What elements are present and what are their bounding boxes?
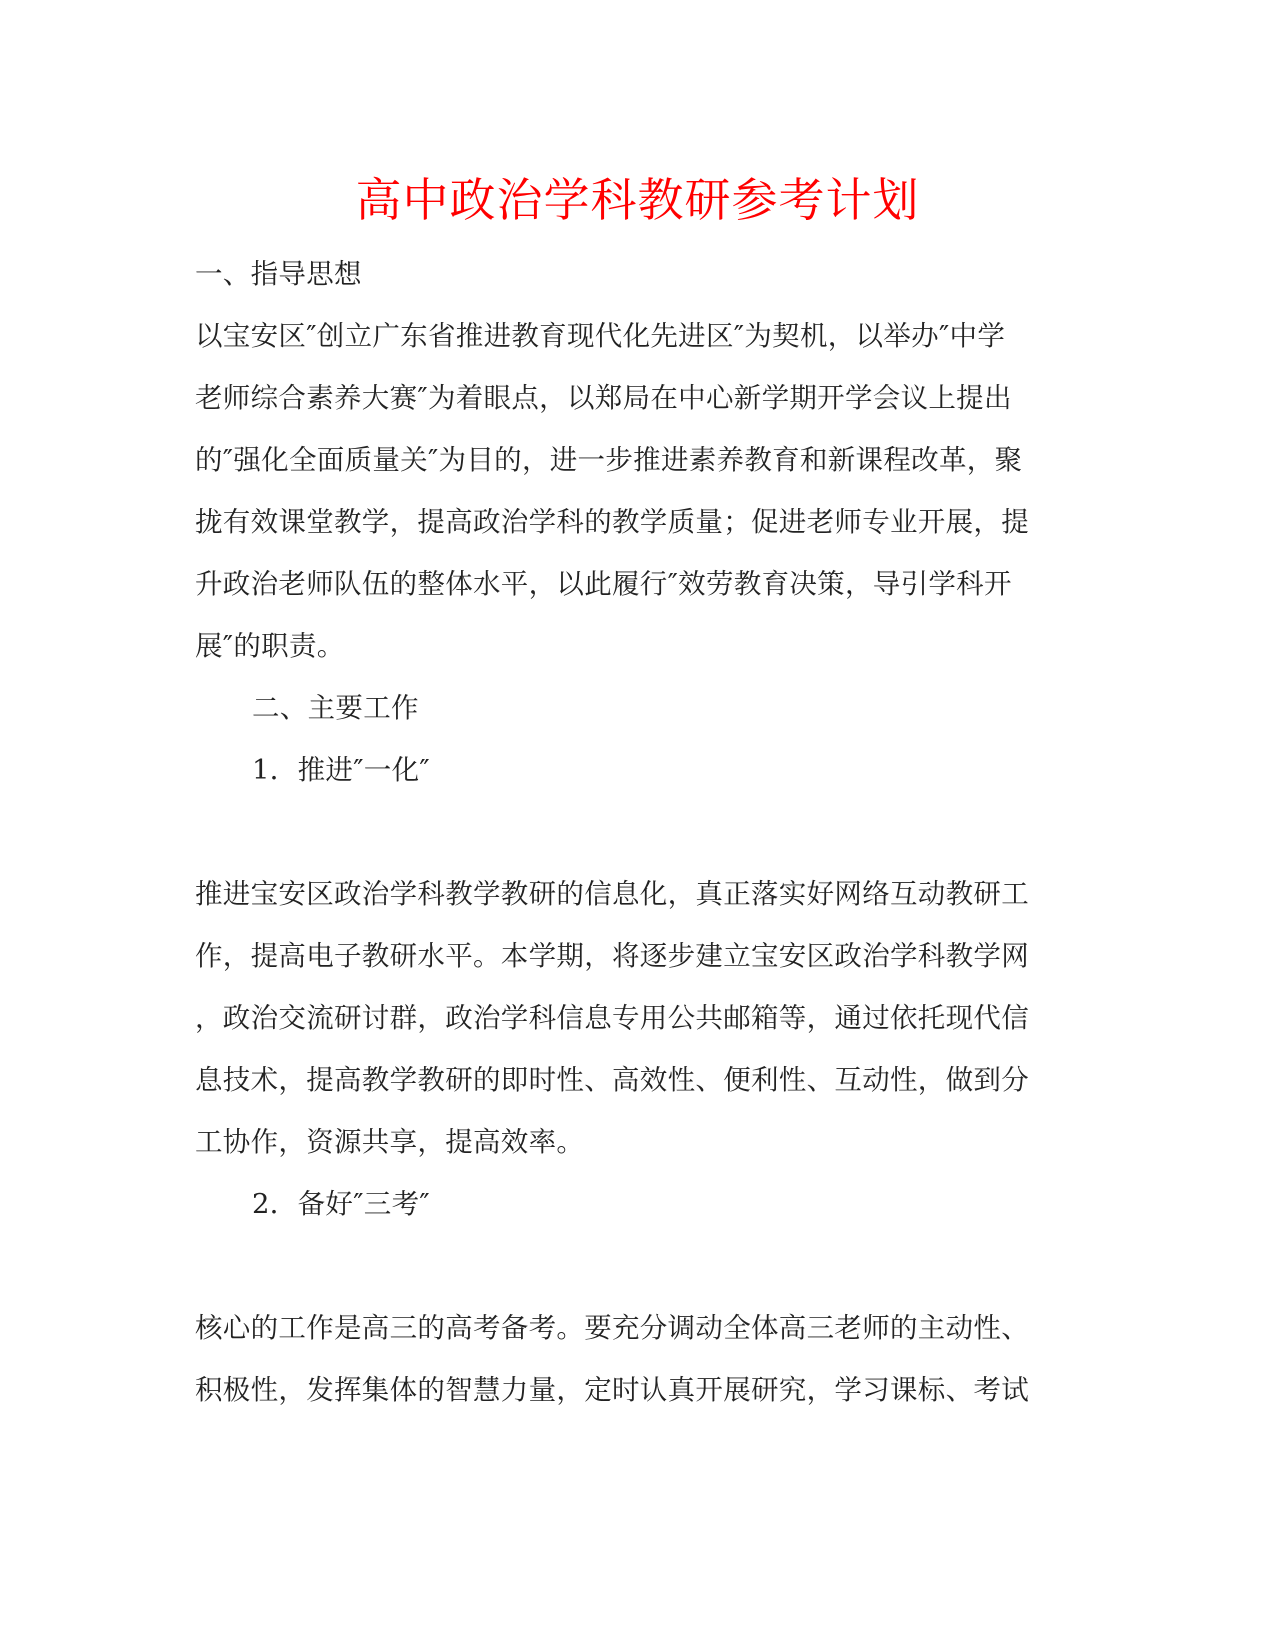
paragraph-line: 升政治老师队伍的整体水平，以此履行″效劳教育决策，导引学科开 — [195, 568, 1012, 600]
paragraph-line: 息技术，提高教学教研的即时性、高效性、便利性、互动性，做到分 — [195, 1064, 1029, 1096]
paragraph-line: 积极性，发挥集体的智慧力量，定时认真开展研究，学习课标、考试 — [195, 1374, 1029, 1406]
document-title: 高中政治学科教研参考计划 — [355, 173, 920, 227]
subsection-heading-2: 2．备好″三考″ — [252, 1188, 430, 1220]
paragraph-line: 展″的职责。 — [195, 630, 345, 662]
paragraph-line: 核心的工作是高三的高考备考。要充分调动全体高三老师的主动性、 — [195, 1312, 1029, 1344]
paragraph-line: ，政治交流研讨群，政治学科信息专用公共邮箱等，通过依托现代信 — [195, 1002, 1029, 1034]
paragraph-line: 老师综合素养大赛″为着眼点，以郑局在中心新学期开学会议上提出 — [195, 382, 1012, 414]
paragraph-line: 以宝安区″创立广东省推进教育现代化先进区″为契机，以举办″中学 — [195, 320, 1006, 352]
paragraph-line: 工协作，资源共享，提高效率。 — [195, 1126, 585, 1158]
paragraph-line: 的″强化全面质量关″为目的，进一步推进素养教育和新课程改革，聚 — [195, 444, 1023, 476]
section-heading-guiding-ideology: 一、指导思想 — [195, 258, 362, 290]
section-heading-main-work: 二、主要工作 — [252, 692, 419, 724]
subsection-heading-1: 1．推进″一化″ — [252, 754, 430, 786]
paragraph-line: 拢有效课堂教学，提高政治学科的教学质量；促进老师专业开展，提 — [195, 506, 1029, 538]
paragraph-line: 推进宝安区政治学科教学教研的信息化，真正落实好网络互动教研工 — [195, 878, 1029, 910]
paragraph-line: 作，提高电子教研水平。本学期，将逐步建立宝安区政治学科教学网 — [195, 940, 1029, 972]
